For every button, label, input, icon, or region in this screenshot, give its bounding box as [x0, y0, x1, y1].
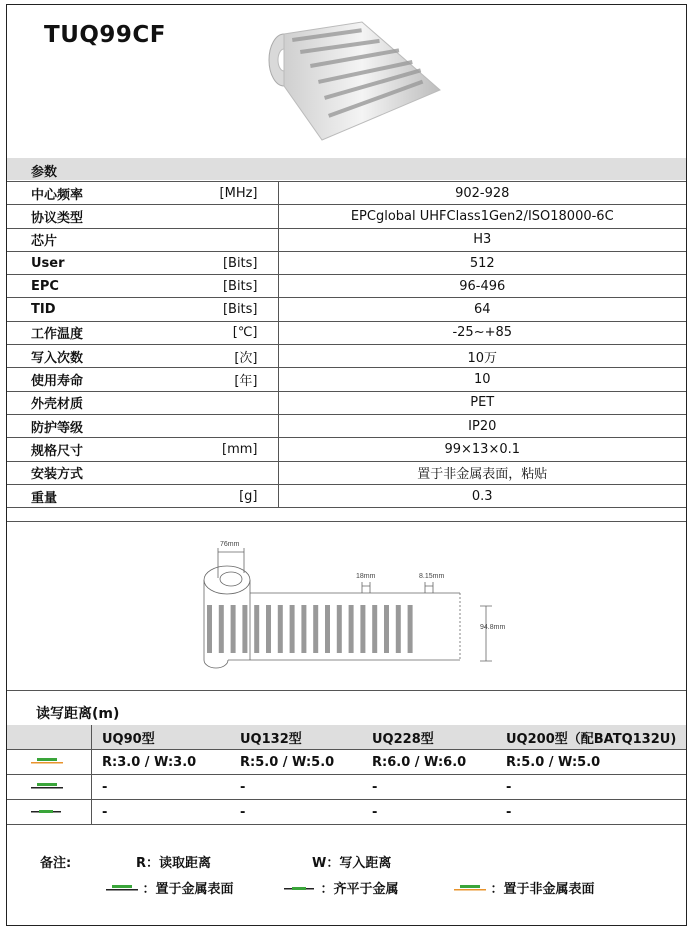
non-metal-surface-icon — [452, 883, 486, 893]
params-section-title: 参数 — [31, 165, 58, 180]
spec-value: 10 — [278, 368, 686, 391]
spec-row — [7, 461, 686, 484]
on-metal-surface-icon — [29, 781, 63, 791]
spec-unit: [次] — [107, 345, 278, 368]
legend-on-metal-text: ：置于金属表面 — [142, 882, 234, 897]
label-inlay-strip — [360, 605, 365, 653]
distance-row — [7, 750, 686, 775]
label-inlay-strip — [349, 605, 354, 653]
distance-cell: R:6.0 / W:6.0 — [356, 750, 490, 775]
legend-non-metal — [452, 878, 595, 897]
spec-name: 使用寿命 — [7, 368, 107, 391]
height-dimension-label: 94.8mm — [480, 624, 506, 631]
note-write-distance: W：写入距离 — [312, 856, 392, 871]
icon-column-header — [7, 725, 92, 750]
distance-cell: - — [224, 800, 356, 825]
spec-unit — [107, 205, 278, 228]
label-inlay-strip — [337, 605, 342, 653]
distance-row — [7, 800, 686, 825]
distance-cell: R:3.0 / W:3.0 — [92, 750, 225, 775]
spec-value: PET — [278, 391, 686, 414]
spec-unit: [mm] — [107, 438, 278, 461]
distance-table — [7, 725, 686, 825]
label-inlay-strip — [266, 605, 271, 653]
spec-name: 协议类型 — [7, 205, 107, 228]
spec-unit — [107, 414, 278, 437]
note-read-distance: R：读取距离 — [136, 856, 212, 871]
distance-cell: - — [92, 775, 225, 800]
pitch-dimension-label: 18mm — [356, 573, 376, 580]
label-inlay-strip — [207, 605, 212, 653]
spec-value: IP20 — [278, 414, 686, 437]
mount-icon-cell — [7, 800, 92, 825]
spec-row — [7, 182, 686, 205]
label-inlay-strip — [290, 605, 295, 653]
label-inlay-strip — [384, 605, 389, 653]
spec-name: 芯片 — [7, 228, 107, 251]
label-inlay-strip — [254, 605, 259, 653]
spec-name: 防护等级 — [7, 414, 107, 437]
spec-value: 0.3 — [278, 484, 686, 507]
legend-flush-metal — [282, 878, 399, 897]
spec-value: 10万 — [278, 345, 686, 368]
spec-unit — [107, 228, 278, 251]
label-inlay-strip — [278, 605, 283, 653]
spec-unit: [℃] — [107, 321, 278, 344]
spec-row — [7, 275, 686, 298]
label-inlay-strip — [325, 605, 330, 653]
label-inlay-strip — [219, 605, 224, 653]
spec-row — [7, 298, 686, 321]
legend-flush-metal-text: ：齐平于金属 — [320, 882, 399, 897]
spec-unit: [Bits] — [107, 251, 278, 274]
spec-unit: [MHz] — [107, 182, 278, 205]
legend-on-metal — [104, 878, 234, 897]
non-metal-surface-icon — [29, 756, 63, 766]
spec-name: TID — [7, 298, 107, 321]
spec-name: 安装方式 — [7, 461, 107, 484]
spec-value: H3 — [278, 228, 686, 251]
label-inlay-strip — [396, 605, 401, 653]
label-inlay-strip — [242, 605, 247, 653]
core-dimension-label: 76mm — [220, 541, 240, 548]
spec-name: 中心频率 — [7, 182, 107, 205]
spec-value: 置于非金属表面，粘贴 — [278, 461, 686, 484]
distance-cell: - — [356, 775, 490, 800]
distance-cell: - — [490, 800, 686, 825]
spec-unit: [年] — [107, 368, 278, 391]
flush-metal-icon — [282, 883, 316, 893]
product-photo — [262, 20, 442, 142]
spec-row — [7, 205, 686, 228]
label-inlay-strip — [313, 605, 318, 653]
distance-cell: - — [356, 800, 490, 825]
distance-cell: - — [490, 775, 686, 800]
spec-value: EPCglobal UHFClass1Gen2/ISO18000-6C — [278, 205, 686, 228]
header-uq132: UQ132型 — [224, 725, 356, 750]
spec-name: User — [7, 251, 107, 274]
spec-value: 96-496 — [278, 275, 686, 298]
divider — [7, 690, 686, 691]
mount-icon-cell — [7, 750, 92, 775]
spec-value: 902-928 — [278, 182, 686, 205]
spec-name: 外壳材质 — [7, 391, 107, 414]
spec-name: 重量 — [7, 484, 107, 507]
distance-cell: - — [224, 775, 356, 800]
distance-cell: R:5.0 / W:5.0 — [224, 750, 356, 775]
spec-value: -25~+85 — [278, 321, 686, 344]
header-uq200: UQ200型（配BATQ132U) — [490, 725, 686, 750]
spec-row — [7, 484, 686, 507]
spec-name: 工作温度 — [7, 321, 107, 344]
product-title: TUQ99CF — [44, 22, 167, 48]
spec-row — [7, 438, 686, 461]
spec-row — [7, 368, 686, 391]
spec-row — [7, 414, 686, 437]
spec-unit: [Bits] — [107, 298, 278, 321]
spec-name: EPC — [7, 275, 107, 298]
params-header-bar — [7, 158, 686, 180]
distance-cell: - — [92, 800, 225, 825]
spec-row — [7, 345, 686, 368]
spec-value: 64 — [278, 298, 686, 321]
distance-cell: R:5.0 / W:5.0 — [490, 750, 686, 775]
spec-row — [7, 228, 686, 251]
legend-non-metal-text: ：置于非金属表面 — [490, 882, 595, 897]
spec-row — [7, 391, 686, 414]
spec-unit — [107, 461, 278, 484]
spec-table — [7, 181, 686, 508]
spec-unit: [Bits] — [107, 275, 278, 298]
label-inlay-strip — [372, 605, 377, 653]
dimension-diagram — [192, 533, 522, 678]
header-uq228: UQ228型 — [356, 725, 490, 750]
spec-name: 规格尺寸 — [7, 438, 107, 461]
label-inlay-strip — [301, 605, 306, 653]
header-uq90: UQ90型 — [92, 725, 225, 750]
distance-row — [7, 775, 686, 800]
mount-icon-cell — [7, 775, 92, 800]
gap-dimension-label: 8.15mm — [419, 573, 445, 580]
divider — [7, 521, 686, 522]
spec-unit: [g] — [107, 484, 278, 507]
spec-row — [7, 321, 686, 344]
notes-label: 备注: — [40, 856, 72, 871]
label-inlay-strip — [231, 605, 236, 653]
label-inlay-strip — [408, 605, 413, 653]
read-write-distance-title: 读写距离(m) — [36, 706, 120, 722]
spec-unit — [107, 391, 278, 414]
spec-name: 写入次数 — [7, 345, 107, 368]
spec-value: 99×13×0.1 — [278, 438, 686, 461]
spec-value: 512 — [278, 251, 686, 274]
flush-metal-icon — [29, 806, 63, 816]
on-metal-surface-icon — [104, 883, 138, 893]
spec-row — [7, 251, 686, 274]
